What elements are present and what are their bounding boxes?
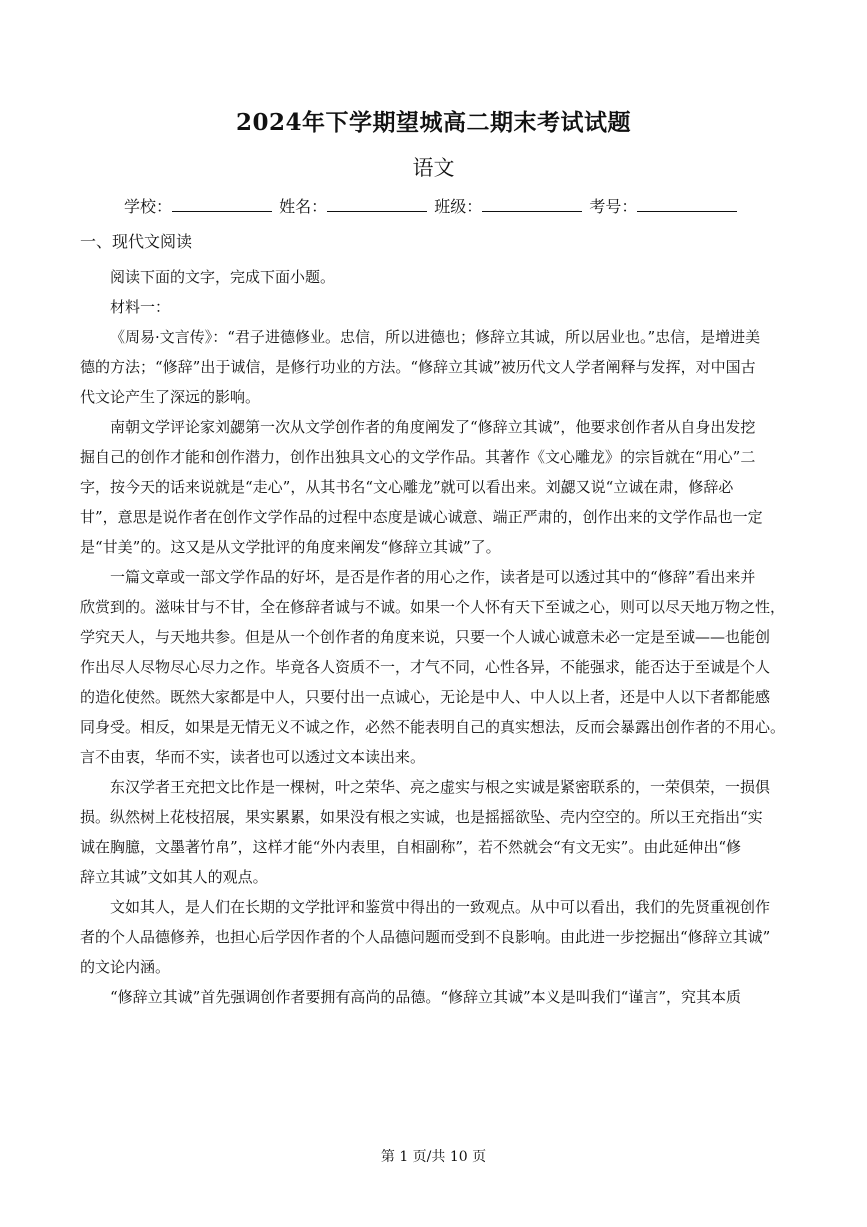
- text-line: 字，按今天的话来说就是“走心”，从其书名“文心雕龙”就可以看出来。刘勰又说“立诚在肃，修辞必: [80, 478, 734, 496]
- text-line: 言不由衷，华而不实，读者也可以透过文本读出来。: [80, 748, 426, 766]
- text-line: 甘”，意思是说作者在创作文学作品的过程中态度是诚心诚意、端正严肃的，创作出来的文学作品也一定: [80, 508, 763, 526]
- exam-title: 2024年下学期望城高二期末考试试题: [235, 109, 631, 136]
- number-label: 考号：: [589, 197, 638, 216]
- student-info-fields: [124, 194, 739, 217]
- class-label: 班级：: [434, 197, 483, 216]
- text-line: 德的方法；“修辞”出于诚信，是修行功业的方法。“修辞立其诚”被历代文人学者阐释与发挥，对中国古: [80, 358, 756, 376]
- text-line: 的造化使然。既然大家都是中人，只要付出一点诚心，无论是中人、中人以上者，还是中人以下者都能感: [80, 688, 771, 706]
- text-line: 同身受。相反，如果是无情无义不诚之作，必然不能表明自己的真实想法，反而会暴露出创作者的不用心。: [80, 718, 786, 736]
- text-line: 代文论产生了深远的影响。: [80, 388, 261, 406]
- text-line: 文如其人，是人们在长期的文学批评和鉴赏中得出的一致观点。从中可以看出，我们的先贤重视创作: [110, 898, 771, 916]
- subject-title: 语文: [412, 156, 455, 180]
- material-label: 材料一：: [110, 298, 171, 316]
- number-blank[interactable]: [637, 197, 737, 212]
- section-heading: 一、现代文阅读: [80, 232, 193, 251]
- instruction-line: 阅读下面的文字，完成下面小题。: [110, 268, 336, 286]
- text-line: 损。纵然树上花枝招展，果实累累，如果没有根之实诚，也是摇摇欲坠、壳内空空的。所以王充指出“实: [80, 808, 763, 826]
- text-line: 《周易·文言传》：“君子进德修业。忠信，所以进德也；修辞立其诚，所以居业也。”忠信，是增进美: [110, 328, 761, 346]
- text-line: “修辞立其诚”首先强调创作者要拥有高尚的品德。“修辞立其诚”本义是叫我们“谨言”，究其本质: [110, 988, 742, 1006]
- text-line: 欣赏到的。滋味甘与不甘，全在修辞者诚与不诚。如果一个人怀有天下至诚之心，则可以尽天地万物之性，: [80, 598, 786, 616]
- school-label: 学校：: [124, 197, 173, 216]
- text-line: 辞立其诚”文如其人的观点。: [80, 868, 268, 886]
- reading-text: [80, 262, 792, 1012]
- text-line: 是“甘美”的。这又是从文学批评的角度来阐发“修辞立其诚”了。: [80, 538, 501, 556]
- text-line: 东汉学者王充把文比作是一棵树，叶之荣华、亮之虚实与根之实诚是紧密联系的，一荣俱荣，一损俱: [110, 778, 771, 796]
- text-line: 掘自己的创作才能和创作潜力，创作出独具文心的文学作品。其著作《文心雕龙》的宗旨就在“用心”二: [80, 448, 756, 466]
- class-blank[interactable]: [482, 197, 582, 212]
- text-line: 的文论内涵。: [80, 958, 171, 976]
- text-line: 诚在胸臆，文墨著竹帛”，这样才能“外内表里，自相副称”，若不然就会“有文无实”。由此延伸出“修: [80, 838, 742, 856]
- name-blank[interactable]: [327, 197, 427, 212]
- text-line: 南朝文学评论家刘勰第一次从文学创作者的角度阐发了“修辞立其诚”，他要求创作者从自身出发挖: [110, 418, 756, 436]
- page-footer: 第 1 页/共 10 页: [380, 1149, 487, 1165]
- text-line: 者的个人品德修养，也担心后学因作者的个人品德问题而受到不良影响。由此进一步挖掘出“修辞立其诚”: [80, 928, 771, 946]
- school-blank[interactable]: [172, 197, 272, 212]
- text-line: 学究天人，与天地共参。但是从一个创作者的角度来说，只要一个人诚心诚意未必一定是至诚——也能创: [80, 628, 771, 646]
- text-line: 作出尽人尽物尽心尽力之作。毕竟各人资质不一，才气不同，心性各异，不能强求，能否达于至诚是个人: [80, 658, 771, 676]
- text-line: 一篇文章或一部文学作品的好坏，是否是作者的用心之作，读者是可以透过其中的“修辞”看出来并: [110, 568, 756, 586]
- name-label: 姓名：: [279, 197, 328, 216]
